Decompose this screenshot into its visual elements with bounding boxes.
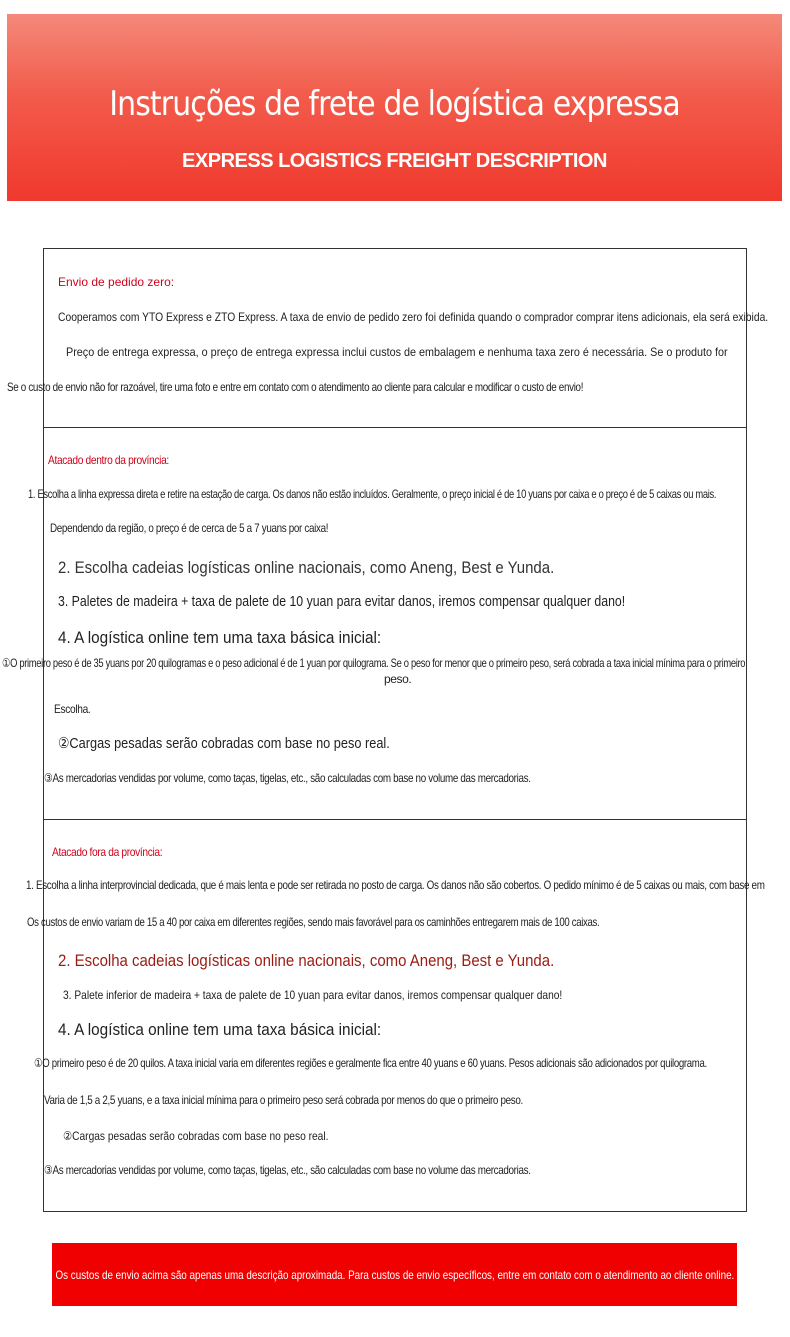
paragraph-line: 1. Escolha a linha expressa direta e retire na estação de carga. Os danos não estão incluídos. Geralmente, o preço inicial é de 10 yuans por caixa e o preço é de 5 caixas ou mais. [28, 487, 717, 501]
paragraph-line: 2. Escolha cadeias logísticas online nacionais, como Aneng, Best e Yunda. [58, 558, 555, 577]
paragraph-line: Os custos de envio variam de 15 a 40 por caixa em diferentes regiões, sendo mais favorável para os caminhões entregarem mais de 100 caixas. [27, 915, 600, 929]
footer-text: Os custos de envio acima são apenas uma descrição aproximada. Para custos de envio específicos, entre em contato com o atendimento ao cliente online. [55, 1267, 734, 1282]
section-heading: Atacado dentro da província: [48, 453, 169, 467]
paragraph-line: 2. Escolha cadeias logísticas online nacionais, como Aneng, Best e Yunda. [58, 951, 555, 970]
section-heading: Atacado fora da província: [52, 845, 163, 859]
paragraph-line: ③As mercadorias vendidas por volume, como taças, tigelas, etc., são calculadas com base no volume das mercadorias. [44, 771, 531, 785]
paragraph-line: ②Cargas pesadas serão cobradas com base no peso real. [58, 735, 390, 752]
paragraph-line: 3. Paletes de madeira + taxa de palete de 10 yuan para evitar danos, iremos compensar qualquer dano! [58, 593, 626, 610]
paragraph-line: Dependendo da região, o preço é de cerca de 5 a 7 yuans por caixa! [50, 521, 329, 535]
paragraph-line: 1. Escolha a linha interprovincial dedicada, que é mais lenta e pode ser retirada no posto de carga. Os danos não são cobertos. O pedido mínimo é de 5 caixas ou mais, com base em [26, 878, 765, 892]
footer-notice [52, 1243, 737, 1306]
paragraph-line: ①O primeiro peso é de 20 quilos. A taxa inicial varia em diferentes regiões e geralmente fica entre 40 yuans e 60 yuans. Pesos adicionais são adicionados por quilograma. [34, 1056, 707, 1070]
paragraph-line: ②Cargas pesadas serão cobradas com base no peso real. [63, 1129, 329, 1143]
paragraph-line: 3. Palete inferior de madeira + taxa de palete de 10 yuan para evitar danos, iremos compensar qualquer dano! [63, 988, 563, 1002]
paragraph-line: Se o custo de envio não for razoável, tire uma foto e entre em contato com o atendimento ao cliente para calcular e modificar o custo de envio! [7, 380, 584, 394]
paragraph-line: Cooperamos com YTO Express e ZTO Express. A taxa de envio de pedido zero foi definida quando o comprador comprar itens adicionais, ela será exibida. [58, 310, 769, 324]
paragraph-line: 4. A logística online tem uma taxa básica inicial: [58, 1020, 382, 1039]
paragraph-line: ①O primeiro peso é de 35 yuans por 20 quilogramas e o peso adicional é de 1 yuan por quilograma. Se o peso for menor que o primeiro peso, será cobrada a taxa inicial mínima para o primeiro [2, 656, 746, 670]
paragraph-line: Escolha. [54, 702, 91, 716]
paragraph-line: Varia de 1,5 a 2,5 yuans, e a taxa inicial mínima para o primeiro peso será cobrada por menos do que o primeiro peso. [44, 1093, 523, 1107]
header-banner [7, 14, 782, 201]
paragraph-line: ③As mercadorias vendidas por volume, como taças, tigelas, etc., são calculadas com base no volume das mercadorias. [44, 1163, 531, 1177]
paragraph-line: peso. [384, 672, 412, 686]
paragraph-line: Preço de entrega expressa, o preço de entrega expressa inclui custos de embalagem e nenhuma taxa zero é necessária. Se o produto for [66, 345, 728, 359]
section-heading: Envio de pedido zero: [58, 275, 175, 289]
page-subtitle: EXPRESS LOGISTICS FREIGHT DESCRIPTION [182, 150, 607, 172]
paragraph-line: 4. A logística online tem uma taxa básica inicial: [58, 628, 382, 647]
page-title: Instruções de frete de logística expressa [109, 84, 680, 124]
section-within-province [43, 426, 747, 820]
